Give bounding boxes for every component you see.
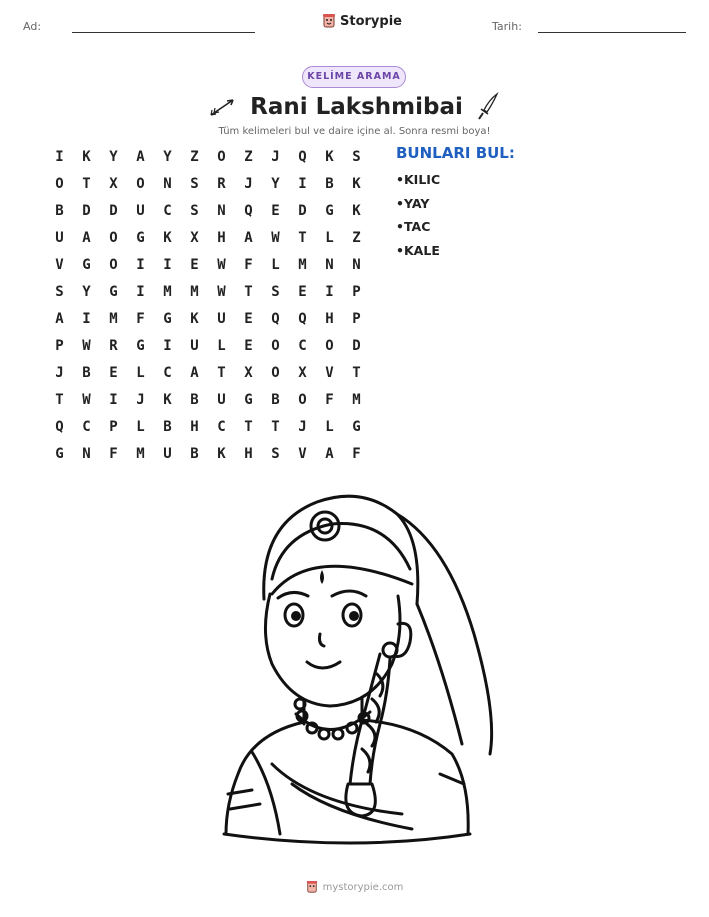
grid-cell[interactable]: O [55, 176, 64, 192]
grid-cell[interactable]: O [271, 338, 280, 354]
grid-cell[interactable]: T [82, 176, 91, 192]
grid-cell[interactable]: T [244, 419, 253, 435]
grid-cell[interactable]: A [190, 365, 199, 381]
grid-cell[interactable]: M [298, 257, 307, 273]
grid-cell[interactable]: F [109, 446, 118, 462]
grid-cell[interactable]: E [298, 284, 307, 300]
grid-cell[interactable]: M [109, 311, 118, 327]
grid-cell[interactable]: I [82, 311, 91, 327]
grid-cell[interactable]: B [55, 203, 64, 219]
grid-row [46, 444, 370, 471]
grid-cell[interactable]: X [244, 365, 253, 381]
grid-cell[interactable]: D [109, 203, 118, 219]
grid-cell[interactable]: J [271, 149, 280, 165]
grid-cell[interactable]: N [352, 257, 361, 273]
name-label: Ad: [23, 20, 42, 33]
grid-cell[interactable]: Q [55, 419, 64, 435]
grid-cell[interactable]: U [163, 446, 172, 462]
grid-cell[interactable]: M [352, 392, 361, 408]
grid-cell[interactable]: U [217, 392, 226, 408]
grid-cell[interactable]: S [55, 284, 64, 300]
grid-cell[interactable]: Q [298, 311, 307, 327]
grid-cell[interactable]: N [163, 176, 172, 192]
grid-cell[interactable]: F [244, 257, 253, 273]
grid-cell[interactable]: Y [82, 284, 91, 300]
grid-cell[interactable]: I [163, 338, 172, 354]
grid-row [46, 417, 370, 444]
grid-cell[interactable]: Z [190, 149, 199, 165]
grid-cell[interactable]: P [55, 338, 64, 354]
grid-cell[interactable]: D [298, 203, 307, 219]
grid-cell[interactable]: P [109, 419, 118, 435]
grid-cell[interactable]: I [109, 392, 118, 408]
grid-cell[interactable]: F [352, 446, 361, 462]
date-label: Tarih: [492, 20, 522, 33]
grid-cell[interactable]: C [82, 419, 91, 435]
grid-cell[interactable]: I [55, 149, 64, 165]
grid-cell[interactable]: F [325, 392, 334, 408]
instructions: Tüm kelimeleri bul ve daire içine al. Sonra resmi boya! [218, 126, 491, 137]
grid-cell[interactable]: G [163, 311, 172, 327]
word-item: • TAC [396, 219, 440, 243]
grid-cell[interactable]: W [82, 392, 91, 408]
grid-cell[interactable]: K [163, 392, 172, 408]
grid-cell[interactable]: W [271, 230, 280, 246]
grid-cell[interactable]: W [217, 257, 226, 273]
grid-cell[interactable]: K [163, 230, 172, 246]
grid-cell[interactable]: M [190, 284, 199, 300]
grid-cell[interactable]: O [271, 365, 280, 381]
grid-cell[interactable]: P [352, 284, 361, 300]
grid-cell[interactable]: S [190, 203, 199, 219]
grid-cell[interactable]: T [298, 230, 307, 246]
grid-cell[interactable]: L [217, 338, 226, 354]
word-list [396, 172, 440, 266]
grid-cell[interactable]: E [190, 257, 199, 273]
grid-cell[interactable]: B [82, 365, 91, 381]
grid-cell[interactable]: H [244, 446, 253, 462]
grid-cell[interactable]: O [109, 257, 118, 273]
grid-cell[interactable]: K [352, 176, 361, 192]
grid-cell[interactable]: E [244, 311, 253, 327]
grid-cell[interactable]: G [82, 257, 91, 273]
grid-cell[interactable]: A [136, 149, 145, 165]
grid-cell[interactable]: O [298, 392, 307, 408]
grid-cell[interactable]: H [325, 311, 334, 327]
grid-cell[interactable]: I [136, 284, 145, 300]
grid-cell[interactable]: K [352, 203, 361, 219]
grid-cell[interactable]: Y [163, 149, 172, 165]
grid-cell[interactable]: N [217, 203, 226, 219]
grid-cell[interactable]: L [271, 257, 280, 273]
grid-cell[interactable]: V [298, 446, 307, 462]
grid-cell[interactable]: T [217, 365, 226, 381]
grid-cell[interactable]: S [271, 446, 280, 462]
grid-cell[interactable]: E [244, 338, 253, 354]
coloring-illustration [212, 484, 497, 849]
grid-cell[interactable]: C [217, 419, 226, 435]
grid-cell[interactable]: E [271, 203, 280, 219]
word-search-grid [46, 147, 370, 471]
grid-cell[interactable]: N [82, 446, 91, 462]
grid-row [46, 228, 370, 255]
grid-cell[interactable]: W [217, 284, 226, 300]
grid-cell[interactable]: U [190, 338, 199, 354]
grid-cell[interactable]: O [109, 230, 118, 246]
grid-cell[interactable]: T [55, 392, 64, 408]
grid-cell[interactable]: E [109, 365, 118, 381]
brand-name: Storypie [340, 13, 402, 29]
grid-cell[interactable]: D [82, 203, 91, 219]
grid-cell[interactable]: R [109, 338, 118, 354]
grid-cell[interactable]: A [325, 446, 334, 462]
grid-cell[interactable]: O [325, 338, 334, 354]
grid-cell[interactable]: G [325, 203, 334, 219]
grid-cell[interactable]: B [190, 392, 199, 408]
grid-cell[interactable]: I [298, 176, 307, 192]
grid-cell[interactable]: Y [109, 149, 118, 165]
grid-cell[interactable]: U [217, 311, 226, 327]
name-line [72, 32, 255, 33]
grid-cell[interactable]: A [55, 311, 64, 327]
grid-cell[interactable]: M [163, 284, 172, 300]
page-title: Rani Lakshmibai [250, 94, 463, 120]
grid-cell[interactable]: K [325, 149, 334, 165]
grid-cell[interactable]: Q [298, 149, 307, 165]
grid-cell[interactable]: U [136, 203, 145, 219]
grid-cell[interactable]: L [136, 419, 145, 435]
grid-cell[interactable]: A [82, 230, 91, 246]
grid-row [46, 174, 370, 201]
grid-cell[interactable]: B [163, 419, 172, 435]
grid-cell[interactable]: P [352, 311, 361, 327]
grid-cell[interactable]: H [190, 419, 199, 435]
grid-cell[interactable]: V [55, 257, 64, 273]
grid-cell[interactable]: M [136, 446, 145, 462]
grid-cell[interactable]: X [298, 365, 307, 381]
grid-cell[interactable]: L [325, 230, 334, 246]
date-line [538, 32, 686, 33]
grid-cell[interactable]: O [217, 149, 226, 165]
grid-cell[interactable]: Q [271, 311, 280, 327]
grid-cell[interactable]: G [244, 392, 253, 408]
grid-cell[interactable]: S [190, 176, 199, 192]
grid-cell[interactable]: Z [244, 149, 253, 165]
grid-cell[interactable]: I [325, 284, 334, 300]
grid-row [46, 336, 370, 363]
grid-cell[interactable]: K [82, 149, 91, 165]
grid-cell[interactable]: J [55, 365, 64, 381]
storypie-logo-icon [322, 13, 336, 29]
arrow-icon [208, 96, 238, 118]
grid-row [46, 147, 370, 174]
grid-cell[interactable]: G [136, 230, 145, 246]
grid-cell[interactable]: S [352, 149, 361, 165]
grid-cell[interactable]: G [55, 446, 64, 462]
grid-cell[interactable]: C [163, 365, 172, 381]
grid-row [46, 201, 370, 228]
grid-row [46, 282, 370, 309]
grid-cell[interactable]: K [190, 311, 199, 327]
grid-cell[interactable]: C [298, 338, 307, 354]
grid-cell[interactable]: T [271, 419, 280, 435]
title-row [0, 92, 709, 122]
sword-icon [475, 92, 501, 122]
grid-row [46, 255, 370, 282]
grid-cell[interactable]: J [244, 176, 253, 192]
grid-cell[interactable]: G [109, 284, 118, 300]
grid-cell[interactable]: R [217, 176, 226, 192]
grid-cell[interactable]: A [244, 230, 253, 246]
grid-cell[interactable]: T [352, 365, 361, 381]
find-title: BUNLARI BUL: [396, 144, 515, 162]
grid-cell[interactable]: H [217, 230, 226, 246]
grid-cell[interactable]: I [163, 257, 172, 273]
grid-cell[interactable]: C [163, 203, 172, 219]
grid-cell[interactable]: Q [244, 203, 253, 219]
word-item: • KALE [396, 243, 440, 267]
grid-cell[interactable]: X [109, 176, 118, 192]
category-badge: KELİME ARAMA [302, 66, 406, 88]
grid-cell[interactable]: B [271, 392, 280, 408]
word-item: • KILIC [396, 172, 440, 196]
storypie-logo-icon [306, 880, 318, 894]
brand [322, 13, 402, 29]
grid-cell[interactable]: N [325, 257, 334, 273]
grid-cell[interactable]: K [217, 446, 226, 462]
grid-cell[interactable]: I [136, 257, 145, 273]
grid-cell[interactable]: B [190, 446, 199, 462]
grid-cell[interactable]: D [352, 338, 361, 354]
grid-cell[interactable]: X [190, 230, 199, 246]
footer [0, 880, 709, 894]
grid-cell[interactable]: T [244, 284, 253, 300]
grid-cell[interactable]: U [55, 230, 64, 246]
grid-cell[interactable]: L [325, 419, 334, 435]
grid-row [46, 309, 370, 336]
grid-cell[interactable]: J [298, 419, 307, 435]
word-item: • YAY [396, 196, 440, 220]
grid-cell[interactable]: V [325, 365, 334, 381]
grid-cell[interactable]: J [136, 392, 145, 408]
grid-cell[interactable]: Y [271, 176, 280, 192]
grid-cell[interactable]: G [352, 419, 361, 435]
grid-cell[interactable]: S [271, 284, 280, 300]
grid-cell[interactable]: O [136, 176, 145, 192]
footer-url: mystorypie.com [322, 881, 404, 893]
grid-cell[interactable]: B [325, 176, 334, 192]
grid-row [46, 363, 370, 390]
grid-cell[interactable]: G [136, 338, 145, 354]
grid-row [46, 390, 370, 417]
grid-cell[interactable]: F [136, 311, 145, 327]
grid-cell[interactable]: L [136, 365, 145, 381]
grid-cell[interactable]: W [82, 338, 91, 354]
grid-cell[interactable]: Z [352, 230, 361, 246]
